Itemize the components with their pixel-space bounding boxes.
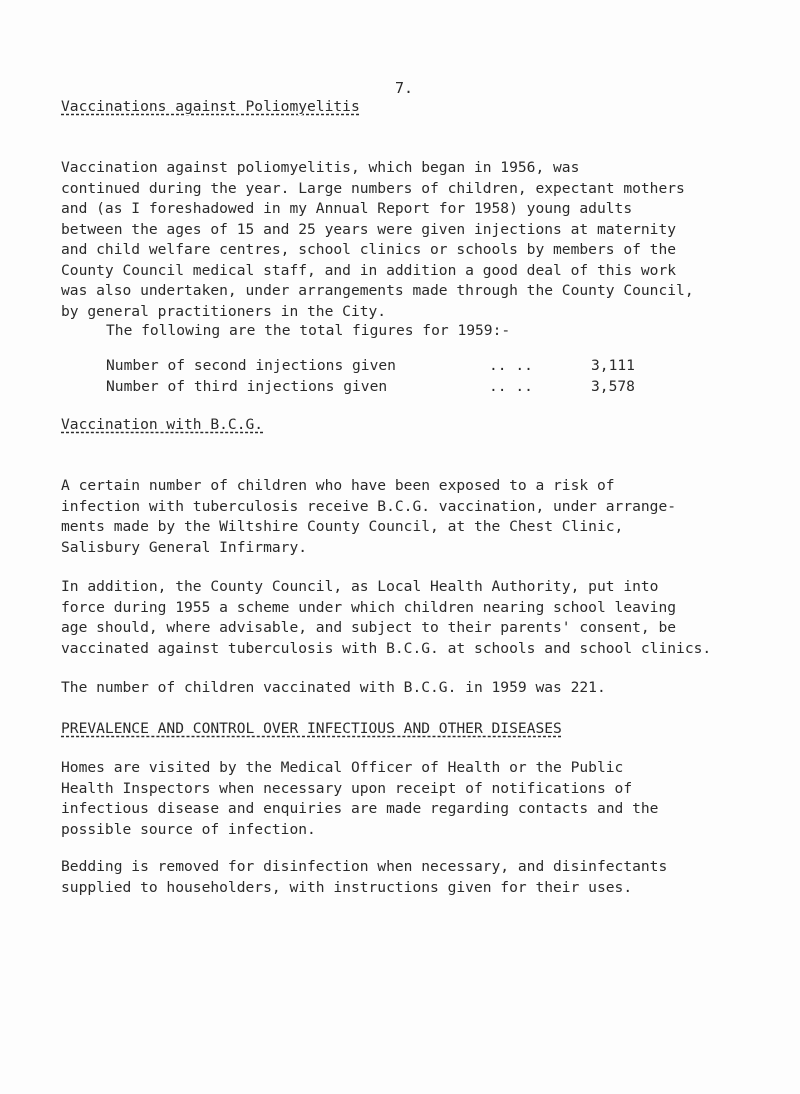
infectious-diseases-heading: PREVALENCE AND CONTROL OVER INFECTIOUS AND OTHER DISEASES <box>61 720 562 737</box>
bcg-section-heading: Vaccination with B.C.G. <box>61 416 264 433</box>
infectious-paragraph-1: Homes are visited by the Medical Officer of Health or the Public Health Inspectors when necessary upon receipt of notifications of infectious disease and enquiries are made regarding contacts and the possible source of infection. <box>61 759 659 838</box>
row-label: Number of third injections given <box>106 378 388 395</box>
polio-figures-intro: The following are the total figures for 1959:- <box>106 322 511 339</box>
row-value: 3,111 <box>591 357 635 374</box>
row-leader-dots: .. .. <box>489 357 533 374</box>
row-leader-dots: .. .. <box>489 378 533 395</box>
row-value: 3,578 <box>591 378 635 395</box>
row-label: Number of second injections given <box>106 357 396 374</box>
polio-section-heading: Vaccinations against Poliomyelitis <box>61 98 360 115</box>
bcg-paragraph-3: The number of children vaccinated with B.C.G. in 1959 was 221. <box>61 679 606 696</box>
polio-paragraph: Vaccination against poliomyelitis, which began in 1956, was continued during the year. Large numbers of children, expectant mothers and (as I foreshadowed in my Annual Report for 1958) young adults between the ages of 15 and 25 years were given injections at maternity and child welfare centres, school clinics or schools by members of the County Council medical staff, and in addition a good deal of this work was also undertaken, under arrangements made through the County Council, by general practitioners in the City. <box>61 159 694 320</box>
bcg-paragraph-1: A certain number of children who have been exposed to a risk of infection with tuberculosis receive B.C.G. vaccination, under arrange- ments made by the Wiltshire County Council, at the Chest Clinic, Salisbury General Infirmary. <box>61 477 677 556</box>
bcg-paragraph-2: In addition, the County Council, as Local Health Authority, put into force during 1955 a scheme under which children nearing school leaving age should, where advisable, and subject to their parents' consent, be vaccinated against tuberculosis with B.C.G. at schools and school clinics. <box>61 578 712 657</box>
infectious-paragraph-2: Bedding is removed for disinfection when necessary, and disinfectants supplied to householders, with instructions given for their uses. <box>61 858 668 896</box>
page-number: 7. <box>395 79 414 97</box>
